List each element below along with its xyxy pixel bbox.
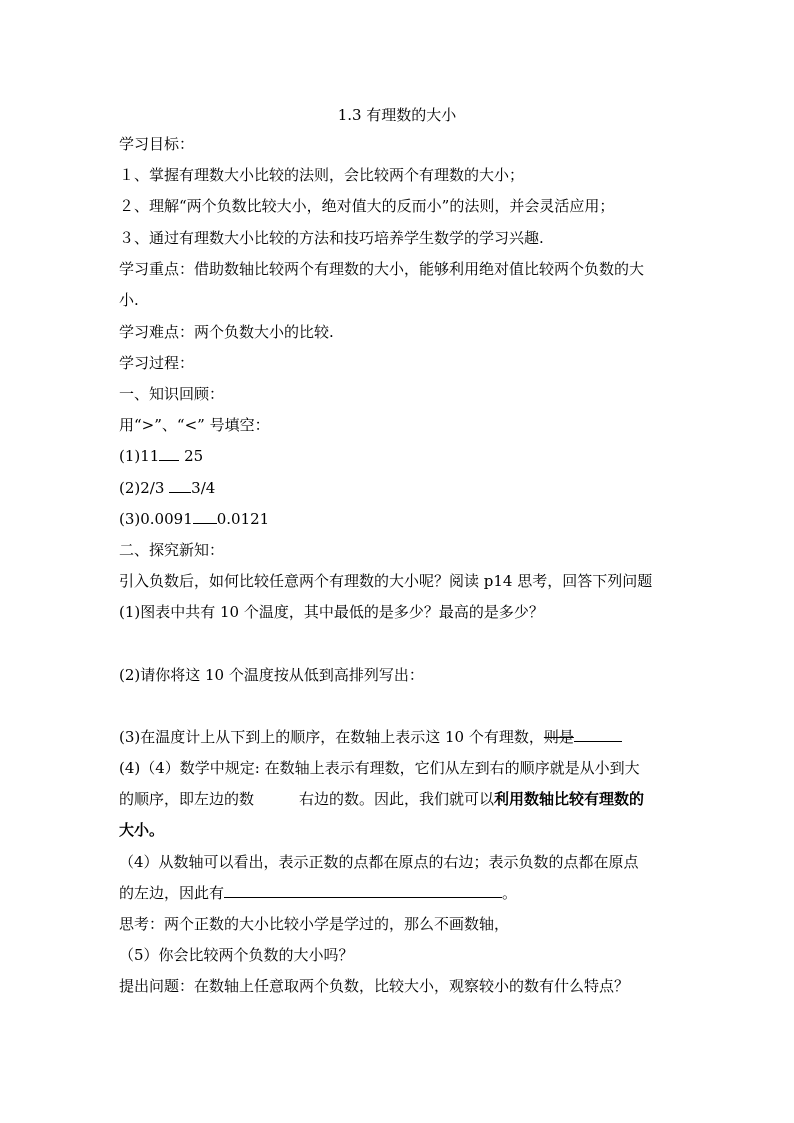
- problem-6: （5）你会比较两个负数的大小吗？: [119, 946, 354, 964]
- intro-text: 引入负数后，如何比较任意两个有理数的大小呢？阅读 p14 思考，回答下列问题: [119, 572, 653, 590]
- answer-blank-6[interactable]: [224, 883, 502, 898]
- problem-3-struck-text: 则是: [543, 728, 574, 746]
- key-point-line-1: 学习重点：借助数轴比较两个有理数的大小，能够利用绝对值比较两个负数的大: [119, 260, 645, 278]
- problem-4-text-a: 的顺序，即左边的数: [119, 790, 255, 808]
- answer-blank-2[interactable]: [169, 478, 191, 493]
- problem-5-text-b: 。: [502, 884, 518, 902]
- problem-1: (1)图表中共有 10 个温度，其中最低的是多少？最高的是多少？: [119, 603, 544, 621]
- problem-4-line-1: (4)（4）数学中规定: 在数轴上表示有理数，它们从左到右的顺序就是从小到大: [119, 759, 640, 777]
- difficulty: 学习难点：两个负数大小的比较.: [119, 323, 334, 341]
- question-2: [119, 478, 215, 498]
- problem-5-line-2: [119, 883, 517, 903]
- problem-4-line-3: 大小。: [119, 821, 165, 839]
- question-1-left: (1)11: [119, 447, 160, 465]
- problem-5-text-a: 的左边，因此有: [119, 884, 225, 902]
- objective-2: ２、理解“两个负数比较大小，绝对值大的反而小”的法则，并会灵活应用；: [119, 197, 615, 215]
- problem-4-line-2: [119, 789, 644, 809]
- problem-3: [119, 727, 622, 747]
- problem-3-text: (3)在温度计上从下到上的顺序，在数轴上表示这 10 个有理数，: [119, 728, 544, 746]
- explore-heading: 二、探究新知：: [119, 541, 225, 559]
- question-2-right: 3/4: [191, 479, 216, 497]
- process-heading: 学习过程：: [119, 354, 195, 372]
- question-1-right: 25: [184, 447, 204, 465]
- question-1: [119, 446, 203, 466]
- problem-4-bold-text: 利用数轴比较有理数的: [494, 790, 645, 808]
- question-3-left: (3)0.0091: [119, 510, 193, 528]
- think-text: 思考：两个正数的大小比较小学是学过的，那么不画数轴，: [119, 915, 510, 933]
- question-3: [119, 509, 269, 529]
- objectives-heading: 学习目标：: [119, 135, 195, 153]
- review-heading: 一、知识回顾：: [119, 385, 225, 403]
- problem-2: (2)请你将这 10 个温度按从低到高排列写出：: [119, 666, 424, 684]
- question-2-left: (2)2/3: [119, 479, 165, 497]
- key-point-line-2: 小.: [119, 291, 139, 309]
- answer-blank-1[interactable]: [159, 446, 179, 461]
- problem-4-text-b: 右边的数。因此，我们就可以: [299, 790, 495, 808]
- raise-question: 提出问题：在数轴上任意取两个负数，比较大小，观察较小的数有什么特点？: [119, 977, 630, 995]
- question-3-right: 0.0121: [216, 510, 270, 528]
- answer-blank-3[interactable]: [193, 509, 217, 524]
- objective-1: １、掌握有理数大小比较的法则，会比较两个有理数的大小；: [119, 166, 525, 184]
- problem-5-line-1: （4）从数轴可以看出，表示正数的点都在原点的右边；表示负数的点都在原点: [119, 853, 639, 871]
- answer-blank-4[interactable]: [574, 727, 622, 742]
- fill-instruction: 用“>”、“<” 号填空：: [119, 416, 270, 434]
- page-title: 1.3 有理数的大小: [337, 106, 457, 124]
- objective-3: ３、通过有理数大小比较的方法和技巧培养学生数学的学习兴趣.: [119, 229, 544, 247]
